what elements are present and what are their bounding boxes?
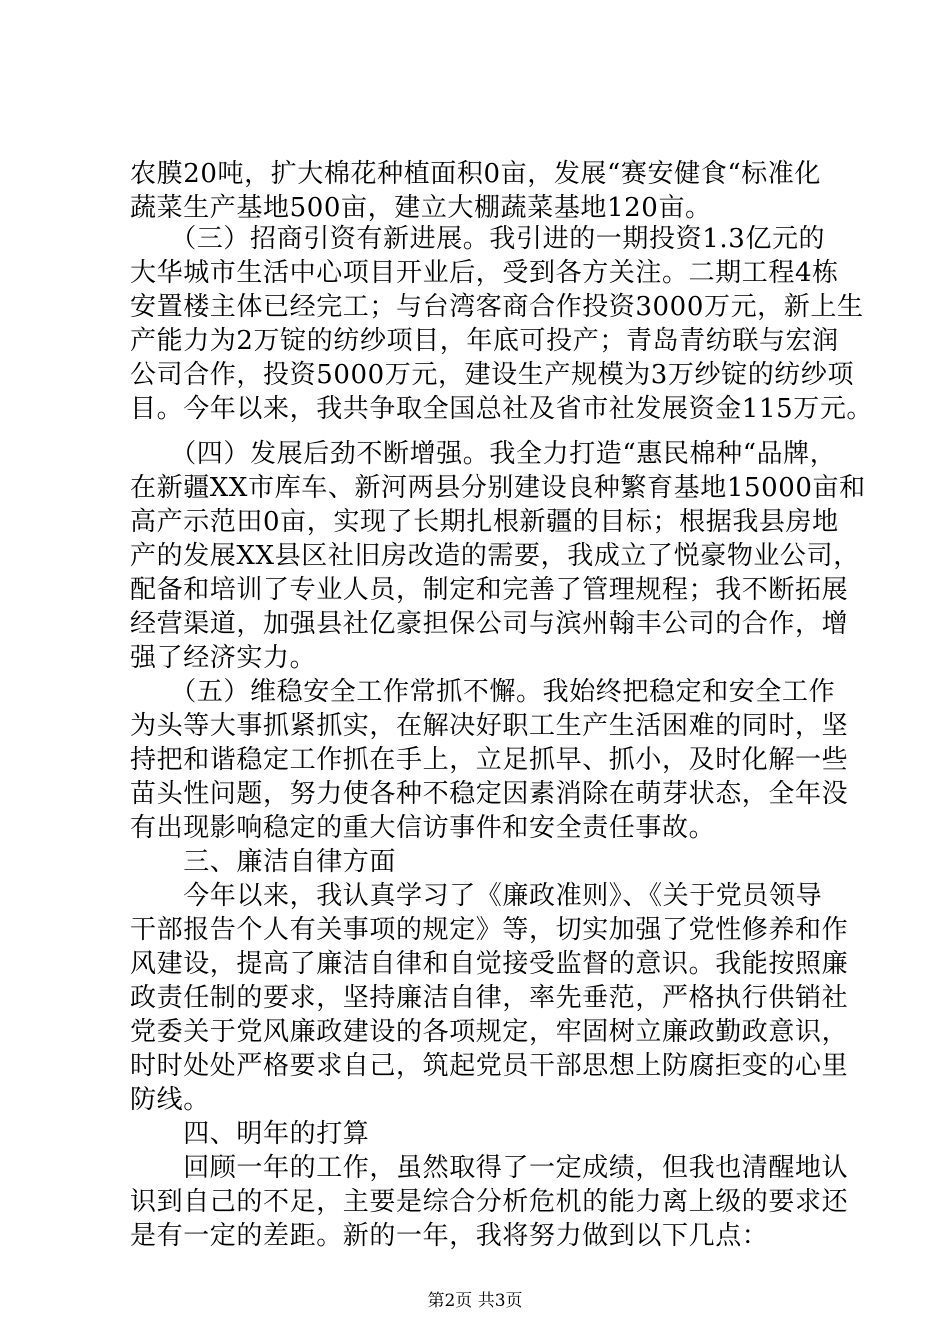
text-line: 安置楼主体已经完工；与台湾客商合作投资3000万元，新上生 [130, 292, 864, 322]
text-line: （五）维稳安全工作常抓不懈。我始终把稳定和安全工作 [130, 677, 836, 707]
text-line: 干部报告个人有关事项的规定》等，切实加强了党性修养和作 [130, 915, 849, 945]
text-line: 苗头性问题，努力使各种不稳定因素消除在萌芽状态，全年没 [130, 779, 849, 809]
text-line: 四、明年的打算 [130, 1119, 370, 1149]
text-line: 蔬菜生产基地500亩，建立大棚蔬菜基地120亩。 [130, 193, 712, 223]
text-line: 政责任制的要求，坚持廉洁自律，率先垂范，严格执行供销社 [130, 983, 849, 1013]
text-line: 防线。 [130, 1085, 210, 1115]
text-line: 风建设，提高了廉洁自律和自觉接受监督的意识。我能按照廉 [130, 949, 849, 979]
text-line: 强了经济实力。 [130, 643, 317, 673]
text-line: 在新疆XX市库车、新河两县分别建设良种繁育基地15000亩和 [130, 473, 866, 503]
text-line: 产能力为2万锭的纺纱项目，年底可投产；青岛青纺联与宏润 [130, 326, 839, 356]
text-line: 经营渠道，加强县社亿豪担保公司与滨州翰丰公司的合作，增 [130, 609, 849, 639]
text-line: 农膜20吨，扩大棉花种植面积0亩，发展“赛安健食“标准化 [130, 159, 822, 189]
text-line: 是有一定的差距。新的一年，我将努力做到以下几点： [130, 1221, 769, 1251]
text-line: （四）发展后劲不断增强。我全力打造“惠民棉种“品牌， [130, 439, 837, 469]
text-line: 党委关于党风廉政建设的各项规定，牢固树立廉政勤政意识， [130, 1017, 849, 1047]
text-line: 公司合作，投资5000万元，建设生产规模为3万纱锭的纺纱项 [130, 360, 855, 390]
text-line: 高产示范田0亩，实现了长期扎根新疆的目标；根据我县房地 [130, 507, 839, 537]
text-line: 识到自己的不足，主要是综合分析危机的能力离上级的要求还 [130, 1187, 849, 1217]
text-line: 回顾一年的工作，虽然取得了一定成绩，但我也清醒地认 [130, 1153, 849, 1183]
text-line: （三）招商引资有新进展。我引进的一期投资1.3亿元的 [130, 224, 826, 254]
text-line: 大华城市生活中心项目开业后，受到各方关注。二期工程4栋 [130, 258, 839, 288]
text-line: 有出现影响稳定的重大信访事件和安全责任事故。 [130, 813, 716, 843]
text-line: 三、廉洁自律方面 [130, 847, 397, 877]
text-line: 产的发展XX县区社旧房改造的需要，我成立了悦豪物业公司， [130, 541, 860, 571]
text-line: 今年以来，我认真学习了《廉政准则》、《关于党员领导 [130, 881, 823, 911]
text-line: 为头等大事抓紧抓实，在解决好职工生产生活困难的同时，坚 [130, 711, 849, 741]
text-line: 目。今年以来，我共争取全国总社及省市社发展资金115万元。 [130, 394, 874, 424]
text-line: 时时处处严格要求自己，筑起党员干部思想上防腐拒变的心里 [130, 1051, 849, 1081]
text-line: 持把和谐稳定工作抓在手上，立足抓早、抓小，及时化解一些 [130, 745, 849, 775]
text-line: 配备和培训了专业人员，制定和完善了管理规程；我不断拓展 [130, 575, 849, 605]
page-footer: 第2页 共3页 [427, 1291, 523, 1311]
